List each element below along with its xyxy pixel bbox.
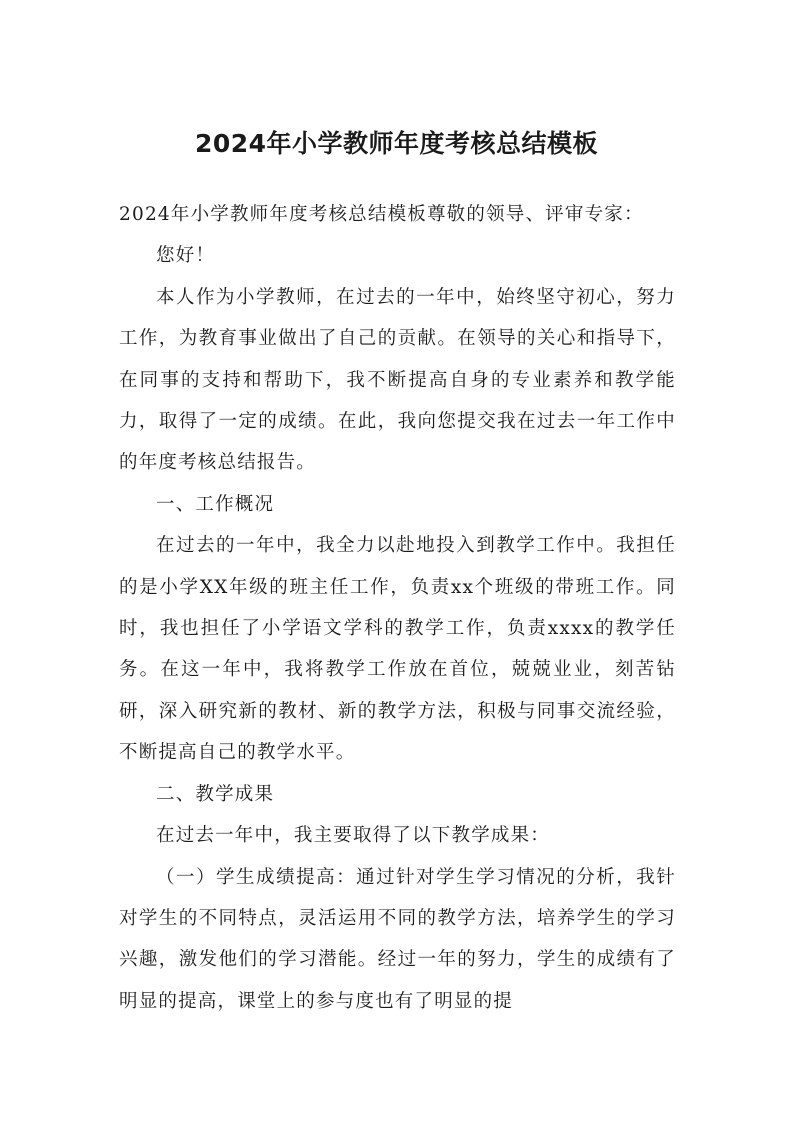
student-scores-paragraph: （一）学生成绩提高：通过针对学生学习情况的分析，我针对学生的不同特点，灵活运用不同的教学方法，培养学生的学习兴趣，激发他们的学习潜能。经过一年的努力，学生的成绩有了明显的提高，课堂上的参与度也有了明显的提 [119, 866, 676, 1012]
section-heading-teaching-results: 二、教学成果 [156, 783, 275, 805]
work-overview-paragraph: 在过去的一年中，我全力以赴地投入到教学工作中。我担任的是小学XX年级的班主任工作，负责xx个班级的带班工作。同时，我也担任了小学语文学科的教学工作，负责xxxx的教学任务。在这一年中，我将教学工作放在首位，兢兢业业，刻苦钻研，深入研究新的教材、新的教学方法，积极与同事交流经验，不断提高自己的教学水平。 [119, 535, 676, 764]
salutation-paragraph: 2024年小学教师年度考核总结模板尊敬的领导、评审专家： [119, 204, 644, 225]
document-title: 2024年小学教师年度考核总结模板 [194, 129, 599, 158]
teaching-results-intro-paragraph: 在过去一年中，我主要取得了以下教学成果： [156, 825, 551, 847]
greeting-paragraph: 您好！ [156, 245, 216, 267]
document-body [119, 194, 676, 1022]
intro-paragraph: 本人作为小学教师，在过去的一年中，始终坚守初心，努力工作，为教育事业做出了自己的贡献。在领导的关心和指导下，在同事的支持和帮助下，我不断提高自身的专业素养和教学能力，取得了一定的成绩。在此，我向您提交我在过去一年工作中的年度考核总结报告。 [119, 286, 676, 474]
section-heading-work-overview: 一、工作概况 [156, 493, 275, 515]
